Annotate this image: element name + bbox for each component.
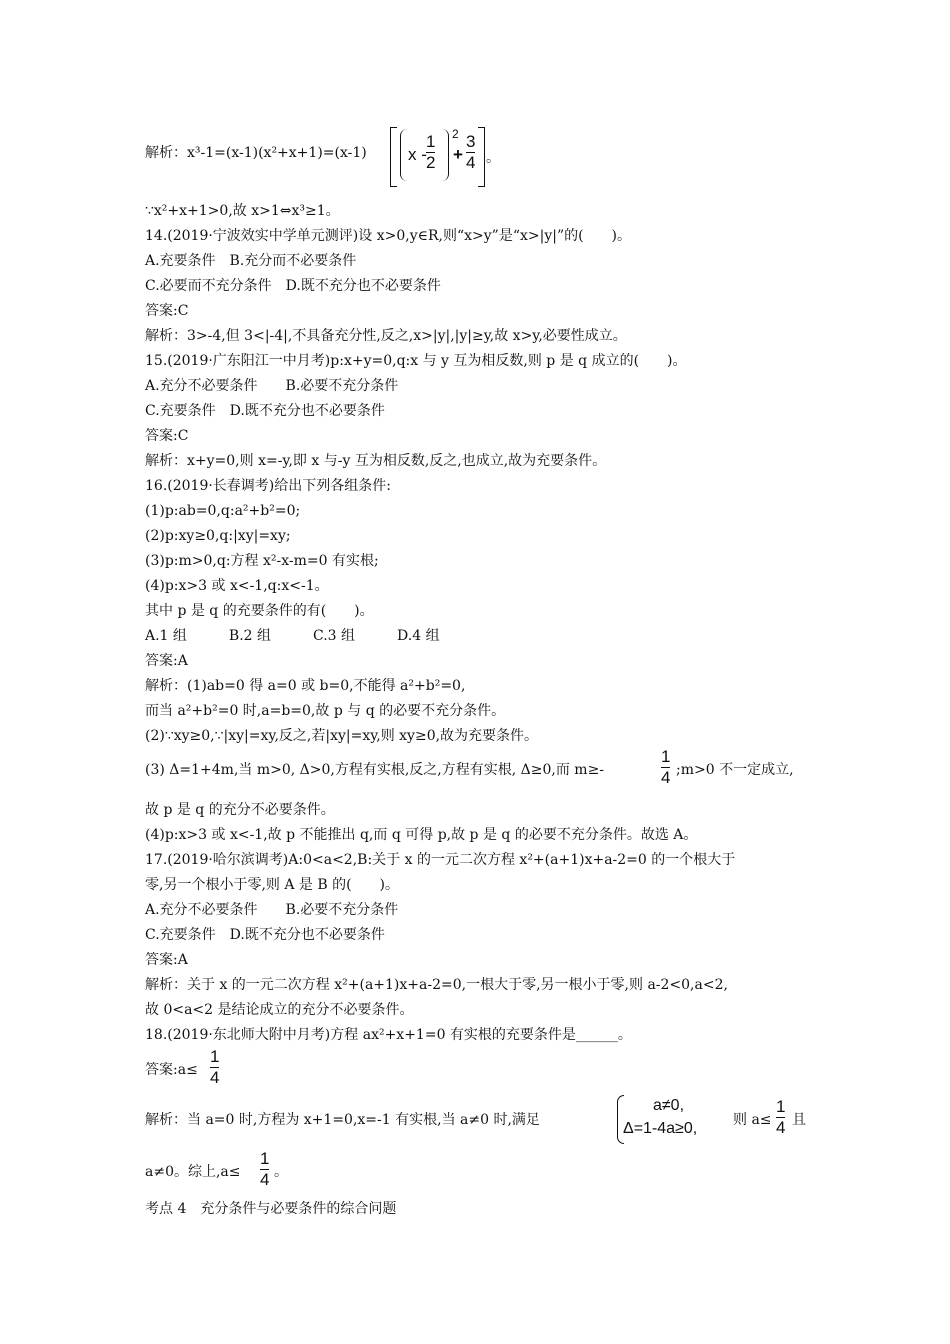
denominator: 2 <box>426 153 436 172</box>
fraction-one-quarter <box>260 1150 269 1189</box>
fraction-one-half <box>426 133 435 172</box>
numerator: 1 <box>426 132 436 151</box>
condition-a-nonzero: a≠0, <box>653 1097 685 1114</box>
left-square-bracket <box>390 127 397 187</box>
right-square-bracket <box>478 127 485 187</box>
denominator: 4 <box>466 153 476 172</box>
denominator: 4 <box>661 768 671 787</box>
x-minus: x - <box>408 145 427 164</box>
section-heading: 考点 4 充分条件与必要条件的综合问题 <box>145 1201 397 1217</box>
plus-sign: + <box>453 145 463 164</box>
question-17: 17.(2019·哈尔滨调考)A:0<a<2,B:关于 x 的一元二次方程 x²+(a+1)x+a-2=0 的一个根大于 <box>145 852 736 868</box>
question-14: 14.(2019·宁波效实中学单元测评)设 x>0,y∈R,则“x>y”是“x>|y|”的( )。 <box>145 228 632 244</box>
condition-discriminant: Δ=1-4a≥0, <box>623 1120 698 1137</box>
solution-17-cont: 故 0<a<2 是结论成立的充分不必要条件。 <box>145 1002 414 1018</box>
fraction-one-quarter <box>776 1098 785 1137</box>
solution-18-stop: 。 <box>274 1164 288 1180</box>
solution-16-6: (4)p:x>3 或 x<-1,故 p 不能推出 q,而 q 可得 p,故 p 是 q 的必要不充分条件。故选 A。 <box>145 827 698 843</box>
solution-17: 解析：关于 x 的一元二次方程 x²+(a+1)x+a-2=0,一根大于零,另一根小于零,则 a-2<0,a<2, <box>145 977 728 993</box>
answer-17: 答案:A <box>145 952 188 968</box>
question-15-options-ab: A.充分不必要条件 B.必要不充分条件 <box>145 378 399 394</box>
question-15-options-cd: C.充要条件 D.既不充分也不必要条件 <box>145 403 385 419</box>
right-paren <box>442 129 449 181</box>
solution-18-line: 解析：当 a=0 时,方程为 x+1=0,x=-1 有实根,当 a≠0 时,满足 <box>145 1112 540 1128</box>
solution-14: 解析：3>-4,但 3<|-4|,不具备充分性,反之,x>|y|,|y|≥y,故 x>y,必要性成立。 <box>145 328 627 344</box>
denominator: 4 <box>260 1170 270 1189</box>
solution-16-4-line <box>145 760 604 780</box>
solution-15: 解析：x+y=0,则 x=-y,即 x 与-y 互为相反数,反之,也成立,故为充要条件。 <box>145 453 607 469</box>
fraction-one-quarter <box>661 748 670 787</box>
solution-18-and: 且 <box>792 1112 806 1128</box>
question-16-item-2: (2)p:xy≥0,q:|xy|=xy; <box>145 528 291 544</box>
question-17-options-cd: C.充要条件 D.既不充分也不必要条件 <box>145 927 385 943</box>
numerator: 1 <box>260 1149 270 1168</box>
denominator: 4 <box>210 1068 220 1087</box>
answer-18: 答案:a≤ <box>145 1062 198 1078</box>
numerator: 1 <box>210 1047 220 1066</box>
brace-top <box>617 1095 624 1120</box>
left-paren <box>400 129 407 181</box>
text-line: ∵x²+x+1>0,故 x>1⇔x³≥1。 <box>145 203 340 219</box>
question-16: 16.(2019·长春调考)给出下列各组条件: <box>145 478 391 494</box>
question-15: 15.(2019·广东阳江一中月考)p:x+y=0,q:x 与 y 互为相反数,则 p 是 q 成立的( )。 <box>145 353 687 369</box>
fraction-three-quarters <box>466 133 475 172</box>
question-16-options: A.1 组 B.2 组 C.3 组 D.4 组 <box>145 628 440 644</box>
solution-16-5: 故 p 是 q 的充分不必要条件。 <box>145 802 335 818</box>
answer-14: 答案:C <box>145 303 189 319</box>
denominator: 4 <box>776 1118 786 1137</box>
answer-15: 答案:C <box>145 428 189 444</box>
equation-system <box>617 1095 732 1145</box>
solution-13-line <box>145 143 367 163</box>
solution-16-4-tail: ;m>0 不一定成立, <box>676 762 794 778</box>
answer-16: 答案:A <box>145 653 188 669</box>
question-17-cont: 零,另一个根小于零,则 A 是 B 的( )。 <box>145 877 400 893</box>
solution-13-text: 解析：x³-1=(x-1)(x²+x+1)=(x-1) <box>145 145 367 161</box>
full-stop: 。 <box>486 150 500 166</box>
solution-18-conclusion: a≠0。综上,a≤ <box>145 1164 241 1180</box>
question-16-item-1: (1)p:ab=0,q:a²+b²=0; <box>145 503 301 519</box>
question-16-item-4: (4)p:x>3 或 x<-1,q:x<-1。 <box>145 578 329 594</box>
numerator: 1 <box>661 747 671 766</box>
solution-18-then: 则 a≤ <box>733 1112 772 1128</box>
numerator: 3 <box>466 132 476 151</box>
numerator: 1 <box>776 1097 786 1116</box>
question-16-prompt: 其中 p 是 q 的充要条件的有( )。 <box>145 603 374 619</box>
question-17-options-ab: A.充分不必要条件 B.必要不充分条件 <box>145 902 399 918</box>
question-18: 18.(2019·东北师大附中月考)方程 ax²+x+1=0 有实根的充要条件是______。 <box>145 1027 632 1043</box>
question-14-options-ab: A.充要条件 B.充分而不必要条件 <box>145 253 357 269</box>
solution-16-4-text: (3) Δ=1+4m,当 m>0, Δ>0,方程有实根,反之,方程有实根, Δ≥0,而 m≥- <box>145 762 605 778</box>
solution-16-1: 解析：(1)ab=0 得 a=0 或 b=0,不能得 a²+b²=0, <box>145 678 466 694</box>
solution-16-3: (2)∵xy≥0,∵|xy|=xy,反之,若|xy|=xy,则 xy≥0,故为充要条件。 <box>145 728 539 744</box>
solution-16-2: 而当 a²+b²=0 时,a=b=0,故 p 与 q 的必要不充分条件。 <box>145 703 506 719</box>
bracket-expression <box>390 127 500 185</box>
question-14-options-cd: C.必要而不充分条件 D.既不充分也不必要条件 <box>145 278 441 294</box>
exponent-two: 2 <box>452 127 459 141</box>
fraction-one-quarter <box>210 1048 219 1087</box>
question-16-item-3: (3)p:m>0,q:方程 x²-x-m=0 有实根; <box>145 553 379 569</box>
